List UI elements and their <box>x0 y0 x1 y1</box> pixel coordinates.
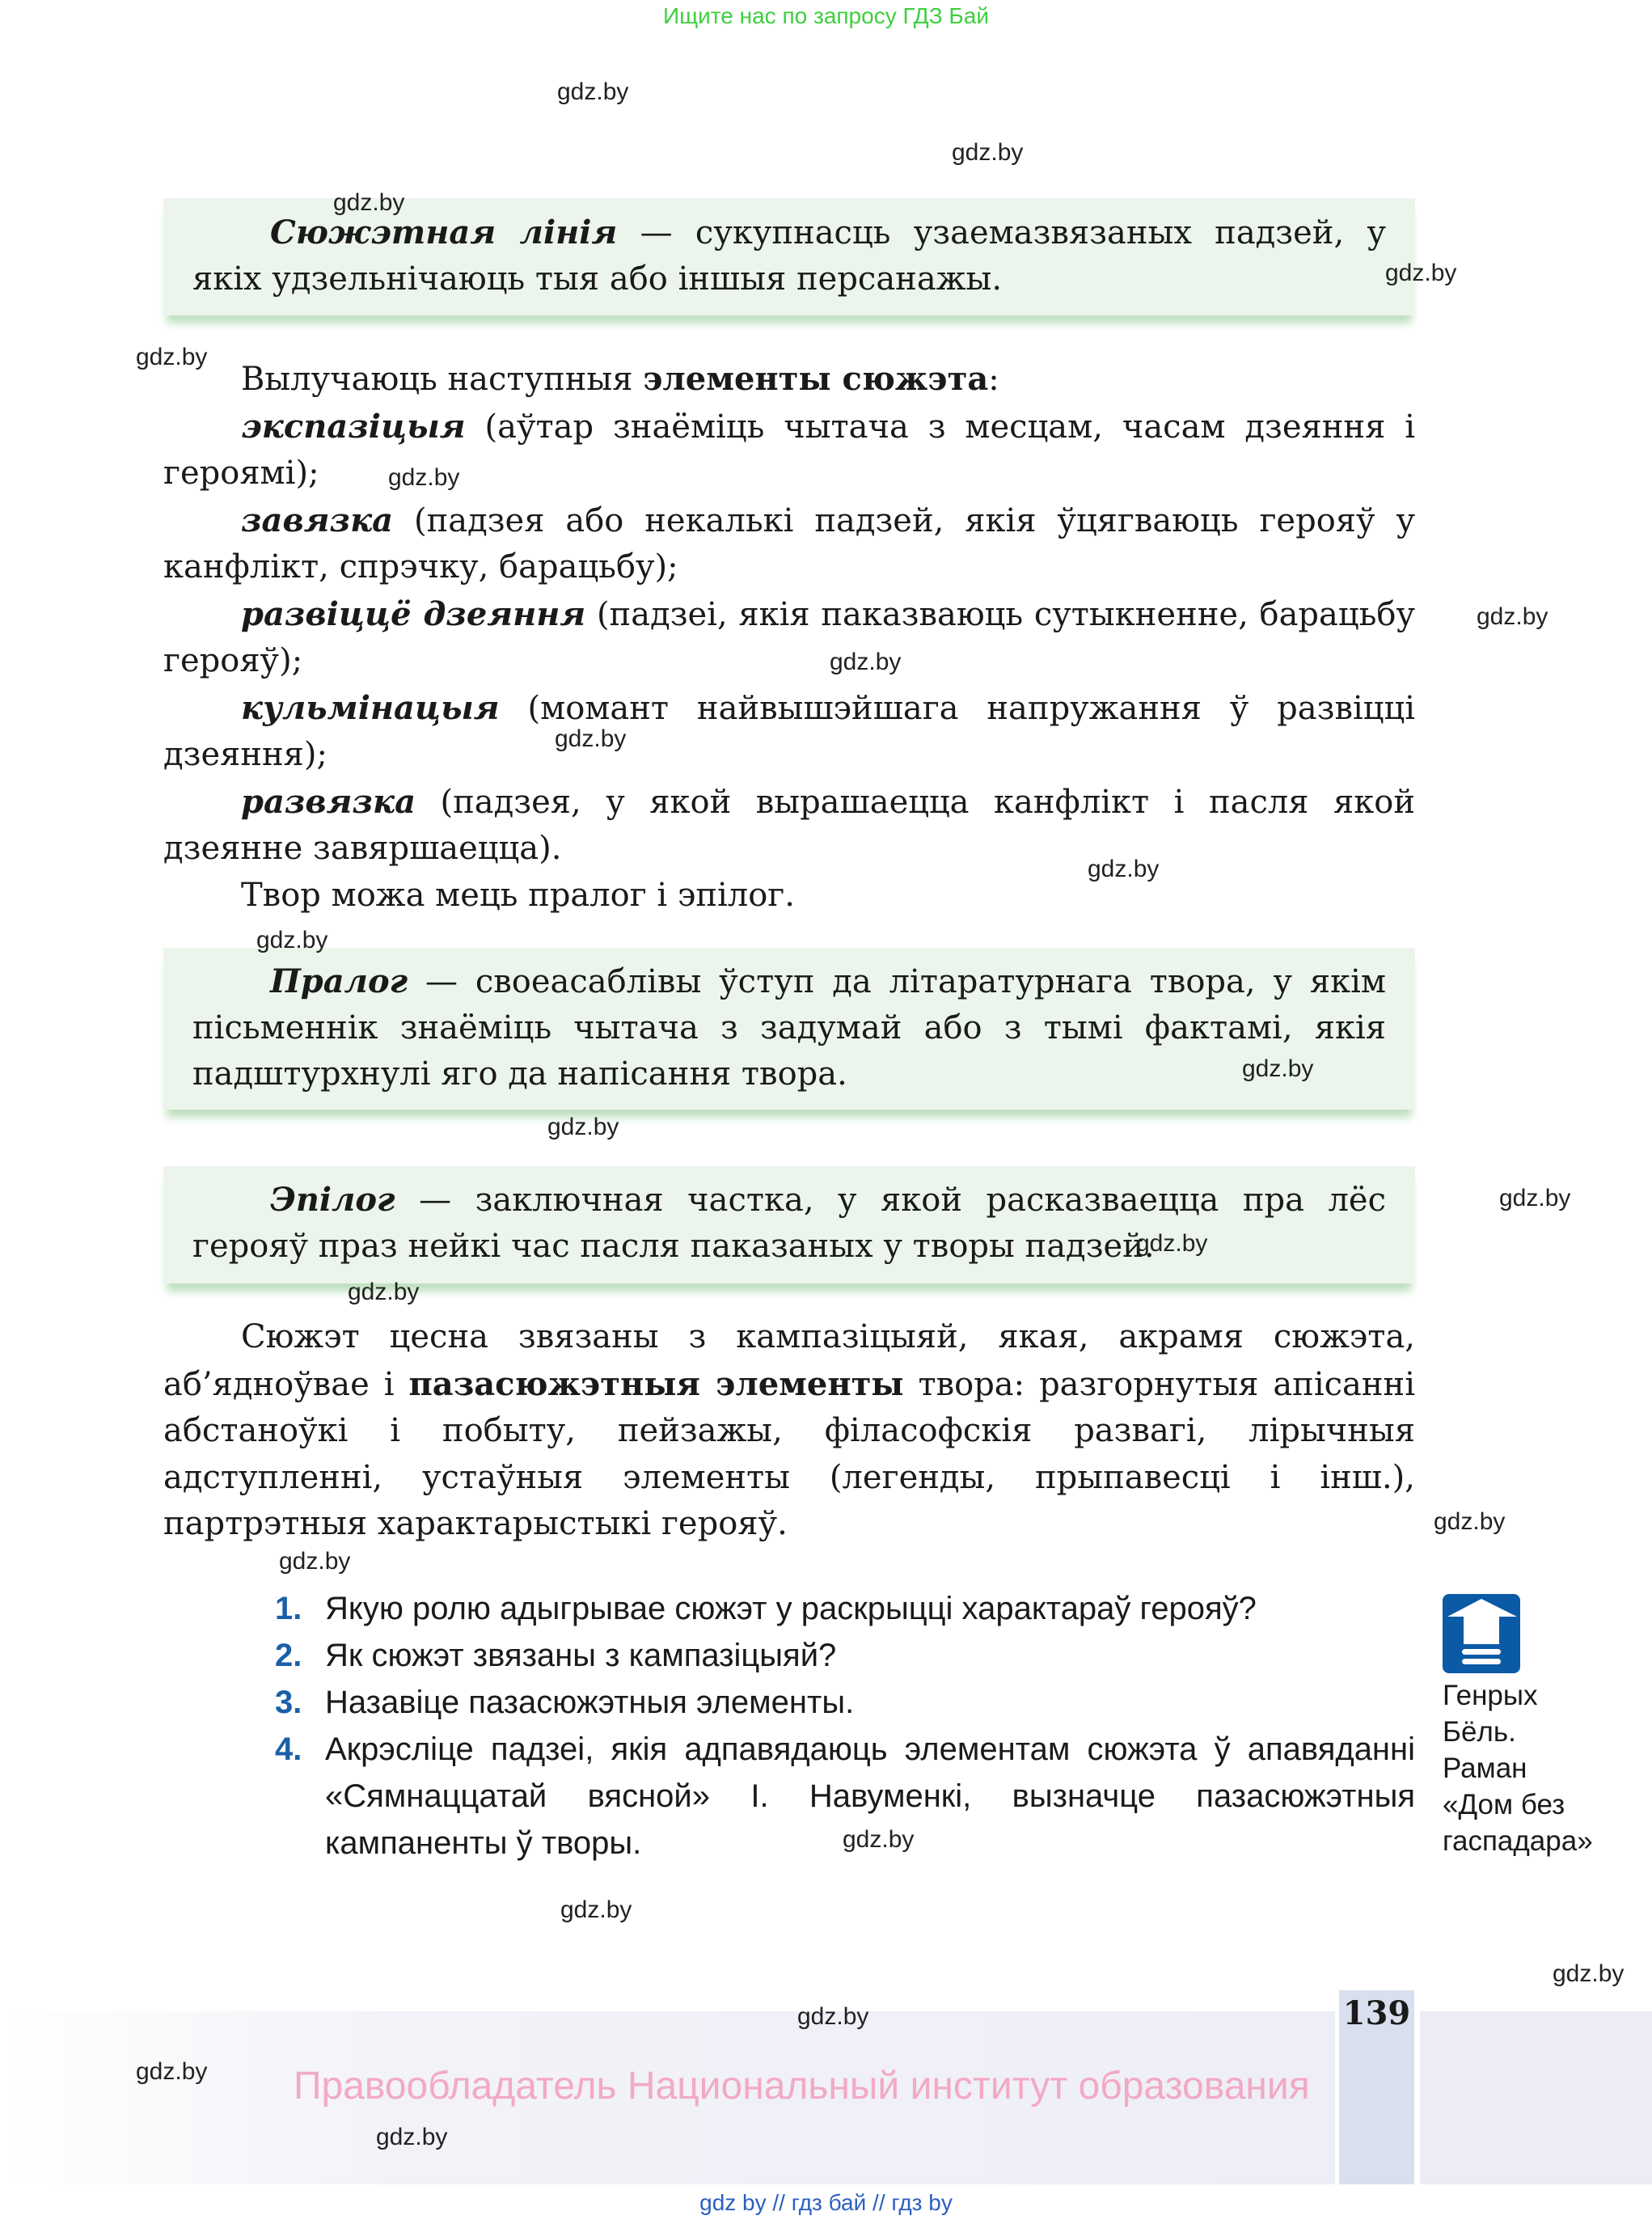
watermark: gdz.by <box>1088 856 1160 882</box>
intro-bold: элементы сюжэта <box>643 360 989 398</box>
reading-recommendation <box>1443 1677 1593 1859</box>
question-number: 3. <box>275 1685 302 1720</box>
caption-line: гаспадара» <box>1443 1825 1593 1857</box>
page-number: 139 <box>1342 1994 1411 2032</box>
item-text: (падзея або некалькі падзей, якія ўцягваюць герояў у канфлікт, спрэчку, барацьбу); <box>163 501 1415 586</box>
question-item <box>275 1585 1415 1632</box>
footer-links[interactable]: gdz by // гдз бай // гдз by <box>699 2190 953 2215</box>
definition-epilogue <box>163 1166 1415 1283</box>
item-text: (падзеі, якія паказваюць сутыкненне, барацьбу герояў); <box>163 595 1415 679</box>
watermark: gdz.by <box>1477 603 1548 630</box>
question-number: 4. <box>275 1731 302 1767</box>
element-item <box>163 591 1415 685</box>
plot-elements <box>163 356 1415 919</box>
watermark: gdz.by <box>1434 1508 1506 1535</box>
watermark: gdz.by <box>555 725 627 752</box>
question-item <box>275 1632 1415 1679</box>
watermark: gdz.by <box>547 1114 619 1140</box>
watermark: gdz.by <box>388 464 460 491</box>
top-note: Ищите нас по запросу ГДЗ Бай <box>662 3 990 28</box>
watermark: gdz.by <box>843 1826 915 1853</box>
item-text: (аўтар знаёміць чытача з месцам, часам дзеяння і героямі); <box>163 408 1415 492</box>
caption-line: Раман <box>1443 1753 1527 1784</box>
footer-band-right <box>1420 2011 1652 2184</box>
term: Пралог <box>270 962 408 1000</box>
watermark: gdz.by <box>797 2003 869 2030</box>
watermark: gdz.by <box>557 78 629 105</box>
question-item <box>275 1679 1415 1726</box>
caption-line: «Дом без <box>1443 1789 1565 1820</box>
definition-text: — сукупнасць узаемазвязаных падзей, у якіх удзельнічаюць тыя або іншыя персанажы. <box>192 214 1386 298</box>
element-item <box>163 404 1415 497</box>
item-text: (момант найвышэйшага напружання ў развіцці дзеяння); <box>163 689 1415 773</box>
term: развіццё дзеяння <box>241 594 586 633</box>
item-text: (падзея, у якой вырашаецца канфлікт і пасля якой дзеянне завяршаецца). <box>163 783 1415 867</box>
term: развязка <box>241 782 416 821</box>
composition-paragraph <box>163 1314 1415 1548</box>
closing-text: Твор можа мець пралог і эпілог. <box>241 876 795 914</box>
watermark: gdz.by <box>1136 1230 1208 1257</box>
watermark: gdz.by <box>348 1279 420 1305</box>
watermark: gdz.by <box>1242 1055 1314 1082</box>
definition-text: — заключная частка, у якой расказваецца пра лёс герояў праз нейкі час пасля паказаных у творы падзей. <box>192 1182 1386 1265</box>
watermark: gdz.by <box>279 1548 351 1575</box>
composition-text: Сюжэт цесна звязаны з кампазіцыяй, якая, акрамя сюжэта, аб’ядноўвае і <box>163 1318 1415 1403</box>
watermark: gdz.by <box>830 649 902 675</box>
watermark: gdz.by <box>952 139 1024 166</box>
term: экспазіцыя <box>241 407 466 446</box>
question-text: Акрэсліце падзеі, якія адпавядаюць элементам сюжэта ў апавяданні «Сямнаццатай вясной» І. Навуменкі, вызначце пазасюжэтныя кампаненты ў творы. <box>325 1731 1415 1861</box>
caption-line: Генрых <box>1443 1680 1538 1711</box>
intro-text: Вылучаюць наступныя <box>241 361 644 398</box>
composition-text-end: твора: разгорнутыя апісанні абстаноўкі і побыту, пейзажы, філасофскія развагі, лірычныя адступленні, устаўныя элементы (легенды, прыпавесці і інш.), партрэтныя характарыстыкі герояў. <box>163 1365 1415 1542</box>
watermark: gdz.by <box>1499 1185 1571 1211</box>
question-text: Якую ролю адыгрывае сюжэт у раскрыцці характараў герояў? <box>325 1591 1257 1626</box>
questions-list <box>275 1585 1415 1867</box>
house-arrow-up-icon <box>1443 1594 1520 1673</box>
watermark: gdz.by <box>560 1896 632 1923</box>
watermark: gdz.by <box>376 2124 448 2150</box>
intro-after: : <box>988 361 999 398</box>
watermark: gdz.by <box>136 344 208 370</box>
caption-line: Бёль. <box>1443 1716 1516 1748</box>
term: Сюжэтная лінія <box>270 214 618 252</box>
question-text: Назавіце пазасюжэтныя элементы. <box>325 1685 855 1720</box>
question-number: 2. <box>275 1638 302 1673</box>
term: завязка <box>241 501 394 539</box>
term: кульмінацыя <box>241 688 500 727</box>
definition-text: — своеасаблівы ўступ да літаратурнага твора, у якім пісьменнік знаёміць чытача з задумай або з тымі фактамі, якія падштурхнулі яго да напісання твора. <box>192 963 1386 1093</box>
copyright-watermark: Правообладатель Национальный институт образования <box>294 2065 1310 2108</box>
element-item <box>163 779 1415 873</box>
question-text: Як сюжэт звязаны з кампазіцыяй? <box>325 1638 837 1673</box>
composition-bold: пазасюжэтныя элементы <box>408 1364 904 1403</box>
question-number: 1. <box>275 1591 302 1626</box>
element-item <box>163 685 1415 779</box>
watermark: gdz.by <box>1553 1960 1625 1987</box>
watermark: gdz.by <box>256 927 328 953</box>
watermark: gdz.by <box>333 189 405 216</box>
watermark: gdz.by <box>136 2058 208 2085</box>
element-item <box>163 497 1415 591</box>
watermark: gdz.by <box>1385 260 1457 286</box>
definition-prologue <box>163 948 1415 1110</box>
term: Эпілог <box>270 1181 395 1219</box>
